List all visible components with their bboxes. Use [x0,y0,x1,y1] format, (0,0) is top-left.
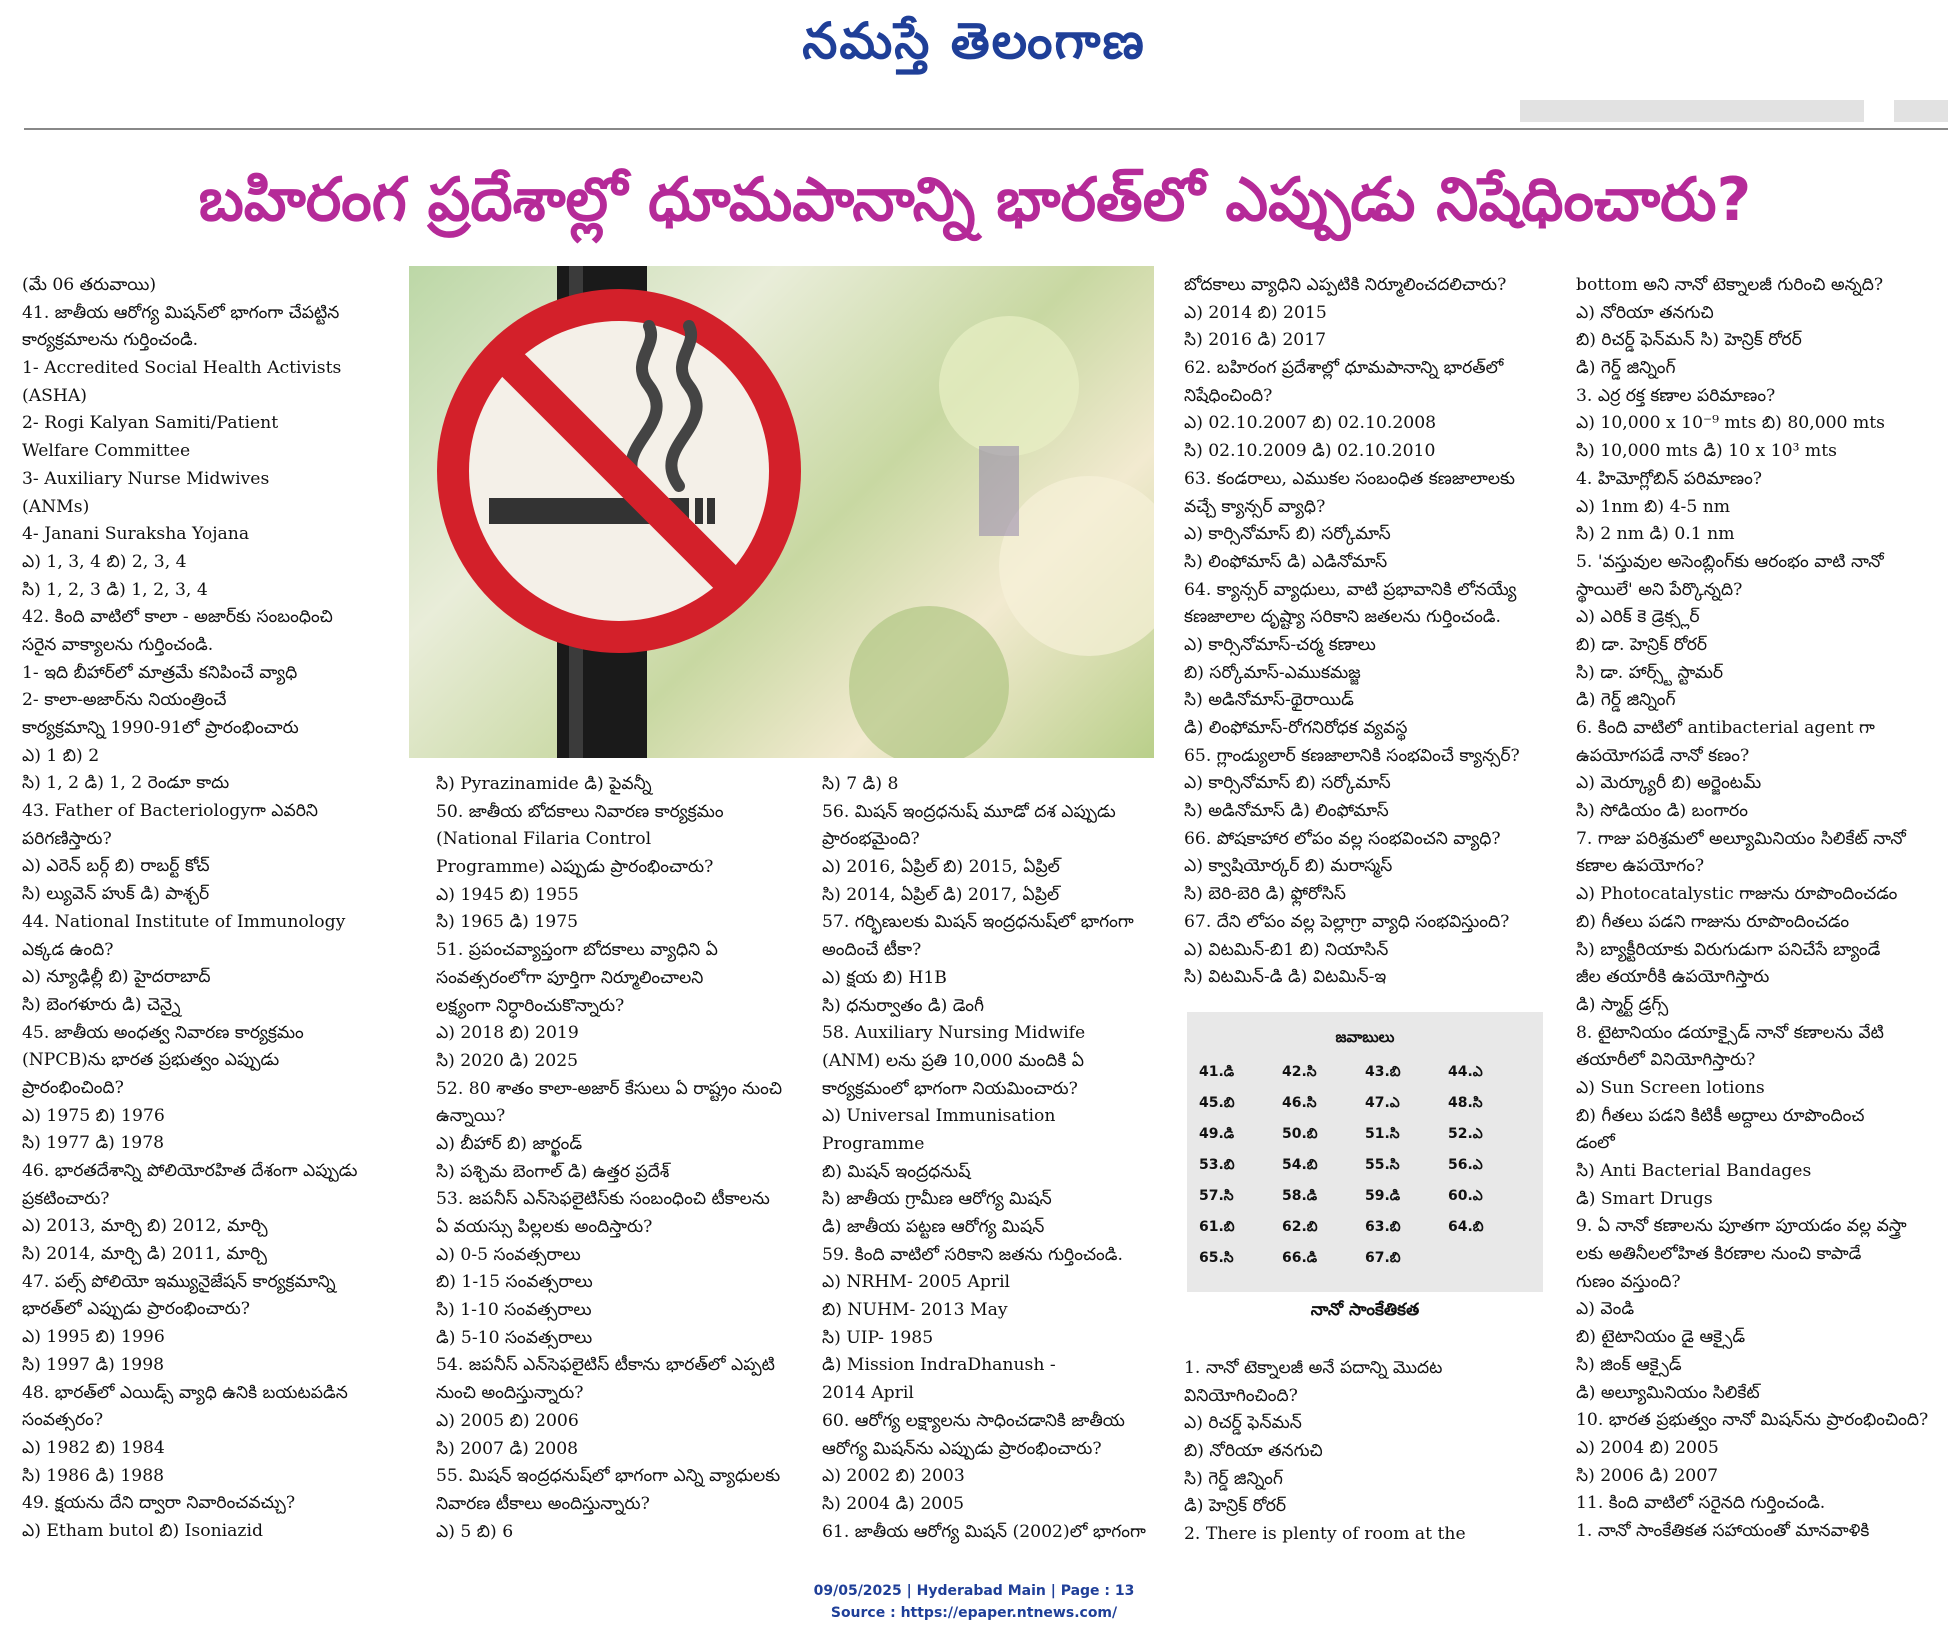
text-line: ఆరోగ్య మిషన్‌ను ఎప్పుడు ప్రారంభించారు? [822,1438,1102,1459]
footer-source: Source : https://epaper.ntnews.com/ [830,1605,1118,1621]
text-line: డి) స్మార్ట్ డ్రగ్స్ [1576,994,1669,1015]
answer-cell: 58.డి [1282,1188,1318,1204]
text-line: ఎ) Photocatalystic గాజును రూపొందించడం [1576,884,1898,905]
text-line: కార్యక్రమంలో భాగంగా నియమించారు? [822,1078,1078,1099]
answer-cell: 45.బి [1199,1095,1235,1111]
answer-cell: 53.బి [1199,1157,1235,1173]
answers-row [1199,1095,1531,1126]
text-line: బి) డా. హెన్రిక్ రోరర్ [1576,634,1708,655]
text-line: సరైన వాక్యాలను గుర్తించండి. [22,634,214,655]
text-line: 49. క్షయను దేని ద్వారా నివారించవచ్చు? [22,1493,296,1514]
answers-row [1199,1250,1531,1281]
text-line: ఎ) రిచర్డ్ ఫెన్‌మన్ [1184,1413,1302,1434]
text-line: సి) గెర్డ్ జిన్నింగ్ [1184,1468,1283,1489]
text-line: 1- Accredited Social Health Activists [22,358,342,379]
text-line: ఎ) 1 బి) 2 [22,745,100,766]
text-line: సి) 2 nm డి) 0.1 nm [1576,524,1735,545]
text-line: ఎక్కడ ఉంది? [22,939,114,960]
text-line: బి) 1-15 సంవత్సరాలు [436,1272,593,1293]
text-line: సి) పశ్చిమ బెంగాల్ డి) ఉత్తర ప్రదేశ్ [436,1161,670,1182]
text-line: వచ్చే క్యాన్సర్ వ్యాధి? [1184,496,1326,517]
text-line: సంవత్సరం? [22,1410,104,1431]
text-line: (NPCB)ను భారత ప్రభుత్వం ఎప్పుడు [22,1050,280,1071]
answers-row [1199,1219,1531,1250]
text-line: ఎ) 10,000 x 10⁻⁹ mts బి) 80,000 mts [1576,413,1885,434]
text-line: సి) విటమిన్-డి డి) విటమిన్-ఇ [1184,967,1387,988]
answers-row [1199,1157,1531,1188]
text-line: 56. మిషన్ ఇంద్రధనుష్ మూడో దశ ఎప్పుడు [822,801,1116,822]
no-smoking-photo [409,266,1154,758]
page-footer [0,1580,1948,1624]
text-line: 43. Father of Bacteriologyగా ఎవరిని [22,801,318,822]
text-line: ఎ) 2013, మార్చి బి) 2012, మార్చి [22,1216,268,1237]
text-line: బి) సర్కోమాస్-ఎముకమజ్జ [1184,662,1361,683]
text-line: సి) Anti Bacterial Bandages [1576,1161,1812,1181]
answer-cell: 42.సి [1282,1064,1317,1080]
text-line: డి) Smart Drugs [1576,1188,1713,1209]
text-line: 47. పల్స్ పోలియో ఇమ్యునైజేషన్ కార్యక్రమాన్ని [22,1271,336,1292]
text-line: పరిగణిస్తారు? [22,828,112,849]
text-line: ఎ) 02.10.2007 బి) 02.10.2008 [1184,413,1437,434]
answer-cell: 47.ఎ [1365,1095,1400,1111]
text-line: 1. నానో టెక్నాలజీ అనే పదాన్ని మొదట [1184,1358,1443,1378]
section-title-nanotech: నానో సాంకేతికత [1310,1300,1420,1320]
text-line: సి) Pyrazinamide డి) పైవన్నీ [436,774,652,794]
question-column-4 [1184,272,1546,992]
text-line: కణాల ఉపయోగం? [1576,856,1705,877]
text-line: ఎ) Etham butol బి) Isoniazid [22,1520,263,1541]
text-line: 67. దేని లోపం వల్ల పెల్లాగ్రా వ్యాధి సంభవిస్తుంది? [1184,911,1510,932]
text-line: డి) 5-10 సంవత్సరాలు [436,1327,593,1348]
text-line: ప్రకటించారు? [22,1188,110,1209]
text-line: సి) 1977 డి) 1978 [22,1133,165,1154]
text-line: 9. ఏ నానో కణాలను పూతగా పూయడం వల్ల వస్త్రా [1576,1216,1907,1237]
answer-cell: 59.డి [1365,1188,1401,1204]
text-line: ఎ) కార్సినోమాస్-చర్మ కణాలు [1184,634,1376,655]
text-line: 4. హిమోగ్లోబిన్ పరిమాణం? [1576,468,1763,489]
text-line: 44. National Institute of Immunology [22,911,346,932]
masthead-title: నమస్తే తెలంగాణ [802,12,1146,70]
text-line: ఎ) Universal Immunisation [822,1106,1056,1127]
text-line: డి) హెన్రిక్ రోరర్ [1184,1496,1287,1517]
text-line: ప్రారంభించింది? [22,1077,124,1098]
text-line: (ANMs) [22,496,90,517]
text-line: సి) 2014, ఏప్రిల్ డి) 2017, ఏప్రిల్ [822,884,1060,905]
text-line: 8. టైటానియం డయాక్సైడ్ నానో కణాలను వేటి [1576,1022,1884,1043]
answer-cell [1448,1250,1531,1281]
text-line: 55. మిషన్ ఇంద్రధనుష్‌లో భాగంగా ఎన్ని వ్యాధులకు [436,1466,781,1487]
text-line: నివారణ టీకాలు అందిస్తున్నారు? [436,1493,650,1514]
text-line: 60. ఆరోగ్య లక్ష్యాలను సాధించడానికి జాతీయ [822,1410,1125,1431]
text-line: డంలో [1576,1133,1615,1154]
text-line: 2- కాలా-అజార్‌ను నియంత్రించే [22,690,227,711]
answer-cell: 52.ఎ [1448,1126,1483,1142]
question-column-3 [822,771,1160,1546]
answer-cell: 62.బి [1282,1219,1318,1235]
text-line: bottom అని నానో టెక్నాలజీ గురించి అన్నది? [1576,275,1884,295]
text-line: బి) మిషన్ ఇంద్రధనుష్ [822,1161,971,1182]
text-line: నిషేధించింది? [1184,385,1273,406]
text-line: 1. నానో సాంకేతికత సహాయంతో మానవాళికి [1576,1520,1870,1541]
text-line: సి) అడినోమాస్-థైరాయిడ్ [1184,690,1354,711]
answer-cell: 55.సి [1365,1157,1400,1173]
text-line: సి) 2006 డి) 2007 [1576,1465,1719,1486]
answer-cell: 50.బి [1282,1126,1318,1142]
answer-cell: 64.బి [1448,1219,1484,1235]
text-line: 2014 April [822,1383,914,1404]
text-line: డి) లింఫోమాస్-రోగనిరోధక వ్యవస్థ [1184,718,1408,738]
text-line: ఎ) 2014 బి) 2015 [1184,302,1327,323]
text-line: 66. పోషకాహార లోపం వల్ల సంభవించని వ్యాధి? [1184,828,1501,849]
text-line: సి) 7 డి) 8 [822,774,899,794]
text-line: ఎ) 0-5 సంవత్సరాలు [436,1244,581,1265]
text-line: సి) బెరి-బెరి డి) ఫ్లోరోసిస్ [1184,884,1346,905]
text-line: డి) జాతీయ పట్టణ ఆరోగ్య మిషన్ [822,1217,1045,1237]
text-line: నుంచి అందిస్తున్నారు? [436,1383,584,1404]
text-line: ఎ) 1945 బి) 1955 [436,884,579,905]
text-line: సి) డా. హార్స్ట్ స్టామర్ [1576,662,1724,683]
text-line: 5. 'వస్తువుల అసెంబ్లింగ్‌కు ఆరంభం వాటి నానో [1576,551,1884,572]
text-line: తయారీలో వినియోగిస్తారు? [1576,1050,1756,1071]
text-line: ప్రారంభమైంది? [822,829,920,850]
text-line: 57. గర్భిణులకు మిషన్ ఇంద్రధనుష్‌లో భాగంగా [822,912,1134,933]
answer-cell: 65.సి [1199,1250,1234,1266]
text-line: 61. జాతీయ ఆరోగ్య మిషన్ (2002)లో భాగంగా [822,1521,1146,1542]
answer-cell: 67.బి [1365,1250,1401,1266]
text-line: ఎ) ఎరెన్ బర్గ్ బి) రాబర్ట్ కోచ్ [22,856,210,877]
text-line: 46. భారతదేశాన్ని పోలియోరహిత దేశంగా ఎప్పుడు [22,1161,358,1181]
text-line: వినియోగించింది? [1184,1385,1298,1406]
text-line: 51. ప్రపంచవ్యాప్తంగా బోదకాలు వ్యాధిని ఏ [436,940,718,961]
text-line: సి) 1-10 సంవత్సరాలు [436,1300,592,1321]
text-line: సి) 2007 డి) 2008 [436,1438,579,1459]
answers-row [1199,1188,1531,1219]
text-line: ఎ) మెర్క్యూరీ బి) అర్జెంటమ్ [1576,773,1762,794]
text-line: సి) జింక్ ఆక్సైడ్ [1576,1354,1682,1375]
text-line: ఎ) 2004 బి) 2005 [1576,1437,1719,1458]
text-line: డి) Mission IndraDhanush - [822,1355,1056,1376]
text-line: ఎ) 1995 బి) 1996 [22,1327,165,1348]
text-line: 6. కింది వాటిలో antibacterial agent గా [1576,718,1875,738]
text-line: ఎ) కార్సినోమాస్ బి) సర్కోమాస్ [1184,524,1391,545]
text-line: 53. జపనీస్ ఎన్‌సెఫలైటిస్‌కు సంబంధించి టీకాలను [436,1189,770,1210]
text-line: 64. క్యాన్సర్ వ్యాధులు, వాటి ప్రభావానికి లోనయ్యే [1184,579,1517,600]
text-line: 48. భారత్‌లో ఎయిడ్స్ వ్యాధి ఉనికి బయటపడిన [22,1382,348,1403]
text-line: బి) నోరియా తనగుచి [1184,1441,1323,1462]
text-line: బి) గీతలు పడని గాజును రూపొందించడం [1576,911,1850,932]
text-line: Programme [822,1133,925,1154]
answer-cell: 61.బి [1199,1219,1235,1235]
masthead-gray-block-right [1894,100,1948,122]
text-line: ఉన్నాయి? [436,1106,506,1127]
answer-cell: 51.సి [1365,1126,1400,1142]
text-line: 11. కింది వాటిలో సరైనది గుర్తించండి. [1576,1493,1826,1514]
answers-box [1187,1012,1543,1292]
answers-title: జవాబులు [1335,1028,1395,1046]
text-line: డి) గెర్డ్ జిన్నింగ్ [1576,690,1676,711]
text-line: సి) 1, 2, 3 డి) 1, 2, 3, 4 [22,579,208,600]
text-line: బి) NUHM- 2013 May [822,1300,1008,1321]
text-line: ఎ) 2002 బి) 2003 [822,1466,965,1487]
footer-date-edition: 09/05/2025 | Hyderabad Main | Page : 13 [813,1583,1135,1599]
text-line: ఎ) NRHM- 2005 April [822,1272,1011,1293]
text-line: ఎ) విటమిన్-బి1 బి) నియాసిన్ [1184,939,1389,960]
text-line: గుణం వస్తుంది? [1576,1271,1681,1292]
page-headline: బహిరంగ ప్రదేశాల్లో ధూమపానాన్ని భారత్‌లో ఎప్పుడు నిషేధించారు? [198,165,1752,235]
text-line: 3- Auxiliary Nurse Midwives [22,468,270,489]
answers-grid [1199,1064,1531,1281]
text-line: ఏ వయస్సు పిల్లలకు అందిస్తారు? [436,1217,653,1237]
masthead-divider [24,128,1948,130]
text-line: ఎ) వెండి [1576,1299,1635,1320]
text-line: ఉపయోగపడే నానో కణం? [1576,745,1750,766]
text-line: ఎ) 1975 బి) 1976 [22,1105,165,1126]
answer-cell: 60.ఎ [1448,1188,1483,1204]
text-line: 10. భారత ప్రభుత్వం నానో మిషన్‌ను ప్రారంభించింది? [1576,1410,1929,1431]
text-line: సి) బెంగళూరు డి) చెన్నై [22,994,181,1015]
question-column-1 [22,272,384,1546]
text-line: కార్యక్రమాన్ని 1990-91లో ప్రారంభించారు [22,718,299,738]
text-line: 58. Auxiliary Nursing Midwife [822,1023,1086,1044]
text-line: 1- ఇది బీహార్‌లో మాత్రమే కనిపించే వ్యాధి [22,662,298,683]
text-line: సి) అడినోమాస్ డి) లింఫోమాస్ [1184,801,1389,822]
text-line: ఎ) Sun Screen lotions [1576,1077,1765,1098]
text-line: 4- Janani Suraksha Yojana [22,524,250,545]
text-line: ఎ) ఎరిక్ కె డ్రెక్స్లర్ [1576,607,1700,628]
text-line: లకు అతినీలలోహిత కిరణాల నుంచి కాపాడే [1576,1244,1862,1265]
text-line: డి) గెర్డ్ జిన్నింగ్ [1576,358,1676,379]
text-line: సి) సోడియం డి) బంగారం [1576,801,1748,822]
text-line: సి) 10,000 mts డి) 10 x 10³ mts [1576,441,1837,462]
text-line: 42. కింది వాటిలో కాలా - అజార్‌కు సంబంధించి [22,607,333,628]
answer-cell: 48.సి [1448,1095,1483,1111]
text-line: ఎ) క్వాషియోర్కర్ బి) మరాస్మస్ [1184,856,1393,877]
answer-cell: 49.డి [1199,1126,1235,1142]
answer-cell: 46.సి [1282,1095,1317,1111]
text-line: ఎ) 1982 బి) 1984 [22,1437,165,1458]
text-line: 62. బహిరంగ ప్రదేశాల్లో ధూమపానాన్ని భారత్‌లో [1184,358,1504,379]
text-line: 54. జపనీస్ ఎన్‌సెఫలైటిస్ టీకాను భారత్‌లో ఎప్పటి [436,1355,775,1376]
text-line: స్థాయిలే' అని పేర్కొన్నది? [1576,579,1743,600]
text-line: సి) లింఫోమాస్ డి) ఎడినోమాస్ [1184,551,1388,572]
text-line: సి) బ్యాక్టీరియాకు విరుగుడుగా పనిచేసే బ్యాండే [1576,939,1881,960]
text-line: 3. ఎర్ర రక్త కణాల పరిమాణం? [1576,385,1776,406]
text-line: సి) జాతీయ గ్రామీణ ఆరోగ్య మిషన్ [822,1189,1052,1210]
text-line: సి) 2014, మార్చి డి) 2011, మార్చి [22,1244,267,1265]
text-line: సి) 1, 2 డి) 1, 2 రెండూ కాదు [22,773,230,794]
text-line: సి) ధనుర్వాతం డి) డెంగీ [822,995,984,1016]
answer-cell: 56.ఎ [1448,1157,1483,1173]
text-line: అందించే టీకా? [822,940,922,961]
text-line: ఎ) 1nm బి) 4-5 nm [1576,496,1731,517]
text-line: ఎ) న్యూఢిల్లీ బి) హైదరాబాద్ [22,967,211,988]
text-line: Programme) ఎప్పుడు ప్రారంభించారు? [436,857,714,878]
text-line: 63. కండరాలు, ఎముకల సంబంధిత కణజాలాలకు [1184,468,1515,489]
answer-cell: 63.బి [1365,1219,1401,1235]
text-line: కార్యక్రమాలను గుర్తించండి. [22,330,199,351]
no-smoking-icon [409,266,1154,758]
text-line: 7. గాజు పరిశ్రమలో అల్యూమినియం సిలికేట్ నానో [1576,828,1906,849]
answers-row [1199,1064,1531,1095]
text-line: సి) 2016 డి) 2017 [1184,330,1327,351]
text-line: జీల తయారీకి ఉపయోగిస్తారు [1576,967,1770,988]
answer-cell: 54.బి [1282,1157,1318,1173]
text-line: ఎ) 1, 3, 4 బి) 2, 3, 4 [22,551,187,572]
text-line: బి) టైటానియం డై ఆక్సైడ్ [1576,1327,1746,1348]
text-line: 45. జాతీయ అంధత్వ నివారణ కార్యక్రమం [22,1022,304,1043]
text-line: (ASHA) [22,385,87,406]
text-line: డి) అల్యూమినియం సిలికేట్ [1576,1382,1760,1403]
text-line: సి) 2004 డి) 2005 [822,1493,965,1514]
question-column-2 [436,771,796,1546]
answer-cell: 44.ఎ [1448,1064,1483,1080]
text-line: ఎ) క్షయ బి) H1B [822,967,947,988]
text-line: 2. There is plenty of room at the [1184,1524,1466,1545]
text-line: సి) UIP- 1985 [822,1327,934,1348]
text-line: బి) రిచర్డ్ ఫెన్‌మన్ సి) హెన్రిక్ రోరర్ [1576,330,1802,351]
text-line: ఎ) 2018 బి) 2019 [436,1023,579,1044]
text-line: (National Filaria Control [436,829,652,850]
text-line: (ANM) లను ప్రతి 10,000 మందికి ఏ [822,1050,1085,1071]
answer-cell: 57.సి [1199,1188,1234,1204]
text-line: ఎ) 2005 బి) 2006 [436,1410,579,1431]
text-line: ఎ) బీహార్ బి) జార్ఖండ్ [436,1133,583,1154]
text-line: ఎ) కార్సినోమాస్ బి) సర్కోమాస్ [1184,773,1391,794]
answer-cell: 43.బి [1365,1064,1401,1080]
text-line: భారత్‌లో ఎప్పుడు ప్రారంభించారు? [22,1299,250,1320]
text-line: (మే 06 తరువాయి) [22,275,157,295]
question-column-4-nano [1184,1355,1546,1549]
masthead-gray-block [1520,100,1864,122]
text-line: 41. జాతీయ ఆరోగ్య మిషన్‌లో భాగంగా చేపట్టిన [22,302,340,323]
text-line: 65. గ్లాండ్యులార్ కణజాలానికి సంభవించే క్యాన్సర్? [1184,745,1520,766]
answer-cell: 41.డి [1199,1064,1235,1080]
text-line: 59. కింది వాటిలో సరికాని జతను గుర్తించండి. [822,1244,1123,1265]
answer-cell: 66.డి [1282,1250,1318,1266]
text-line: Welfare Committee [22,441,191,462]
text-line: సి) 1986 డి) 1988 [22,1465,165,1486]
text-line: 2- Rogi Kalyan Samiti/Patient [22,413,279,434]
text-line: ఎ) నోరియా తనగుచి [1576,302,1714,323]
text-line: లక్ష్యంగా నిర్ధారించుకొన్నారు? [436,995,625,1016]
text-line: సి) 1997 డి) 1998 [22,1354,165,1375]
text-line: 52. 80 శాతం కాలా-అజార్ కేసులు ఏ రాష్ట్రం నుంచి [436,1078,783,1099]
text-line: బి) గీతలు పడని కిటికీ అద్దాలు రూపొందించ [1576,1105,1865,1126]
text-line: ఎ) 2016, ఏప్రిల్ బి) 2015, ఏప్రిల్ [822,857,1060,878]
text-line: సంవత్సరంలోగా పూర్తిగా నిర్మూలించాలని [436,967,704,988]
text-line: కణజాలాల దృష్ట్యా సరికాని జతలను గుర్తించండి. [1184,607,1501,628]
text-line: సి) 2020 డి) 2025 [436,1050,579,1071]
text-line: ఎ) 5 బి) 6 [436,1521,514,1542]
answers-row [1199,1126,1531,1157]
question-column-5 [1576,272,1936,1546]
text-line: సి) ల్యువెన్ హుక్ డి) పాశ్చర్ [22,884,210,905]
masthead-logo [0,12,1948,72]
text-line: సి) 02.10.2009 డి) 02.10.2010 [1184,441,1436,462]
text-line: 50. జాతీయ బోదకాలు నివారణ కార్యక్రమం [436,801,724,822]
text-line: బోదకాలు వ్యాధిని ఎప్పటికి నిర్మూలించదలిచారు? [1184,275,1507,295]
text-line: సి) 1965 డి) 1975 [436,912,579,933]
